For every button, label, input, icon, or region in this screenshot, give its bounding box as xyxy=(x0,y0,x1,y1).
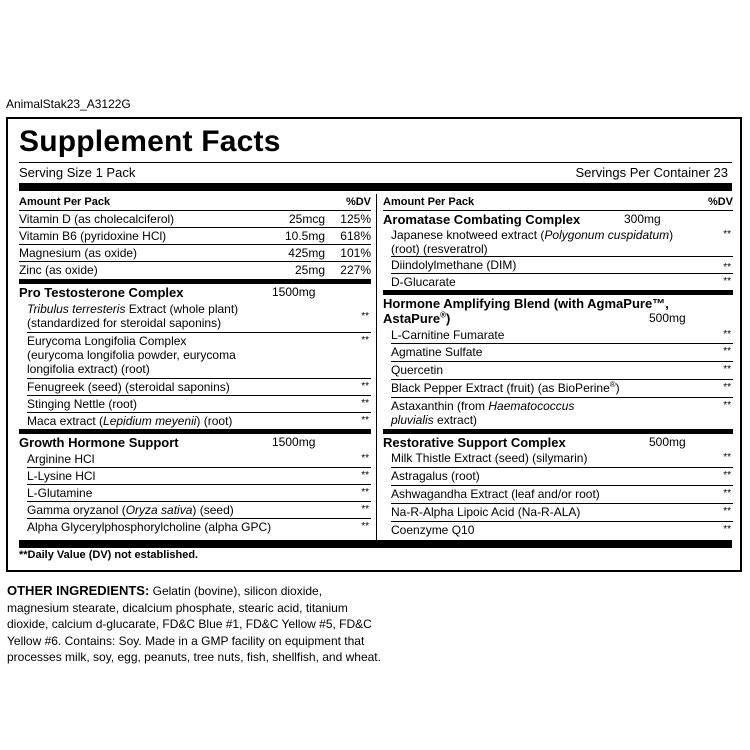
ingredient-name: Astaxanthin (from xyxy=(391,399,489,413)
ingredient-latin-name: Haematococcus xyxy=(488,399,575,413)
ingredient-row xyxy=(391,380,733,398)
other-ingredients-text: Gelatin (bovine), silicon dioxide, magnesium stearate, dicalcium phosphate, stearic acid, titanium dioxide, calcium d-glucarate, FD&C Blue #1, FD&C Yellow #5, FD&C Yellow #6. Contains: Soy. Made in a GMP facility on equipment that processes milk, soy, egg, peanuts, tree nuts, fish, shellfish, and wheat. xyxy=(7,584,381,664)
ingredient-name: Ashwagandha Extract (leaf and/or root) xyxy=(391,487,600,501)
blend-heading xyxy=(383,295,733,327)
nutrient-row xyxy=(19,211,371,228)
nutrient-dv: 227% xyxy=(340,263,371,277)
ingredient-dv: ** xyxy=(723,382,731,393)
ingredient-row xyxy=(391,522,733,539)
ingredient-name: Na-R-Alpha Lipoic Acid (Na-R-ALA) xyxy=(391,505,581,519)
ingredient-latin-name: Oryza sativa xyxy=(125,503,193,517)
ingredient-dv: ** xyxy=(361,453,369,464)
nutrient-amount: 25mg xyxy=(294,263,325,277)
ingredient-detail: longifolia extract) (root) xyxy=(27,362,150,376)
nutrient-name: Magnesium (as oxide) xyxy=(19,246,138,260)
ingredient-name: Astragalus (root) xyxy=(391,469,480,483)
left-column xyxy=(19,194,371,536)
nutrient-dv: 101% xyxy=(340,246,371,260)
ingredient-dv: ** xyxy=(361,470,369,481)
footer-thick-rule xyxy=(19,540,732,548)
blend-name-cont: AgmaPure™, AstaPure xyxy=(383,296,669,326)
ingredient-dv: ** xyxy=(723,506,731,517)
blend-name: Restorative Support Complex xyxy=(383,435,566,450)
ingredient-name: L-Lysine HCl xyxy=(27,469,96,483)
other-ingredients-label: OTHER INGREDIENTS: xyxy=(7,583,150,598)
blend-amount: 500mg xyxy=(649,435,686,449)
ingredient-row xyxy=(391,327,733,344)
ingredient-dv: ** xyxy=(723,400,731,411)
ingredient-row xyxy=(27,379,371,396)
ingredient-name: Milk Thistle Extract (seed) (silymarin) xyxy=(391,451,588,465)
ingredient-row xyxy=(27,301,371,333)
ingredient-row xyxy=(27,413,371,429)
ingredient-name: Extract (whole plant) xyxy=(125,302,239,316)
ingredient-row xyxy=(391,504,733,522)
ingredient-name: Alpha Glycerylphosphorylcholine (alpha GPC) xyxy=(27,520,272,534)
ingredient-dv: ** xyxy=(361,335,369,346)
ingredient-row xyxy=(391,398,733,429)
ingredient-row xyxy=(27,451,371,468)
ingredient-dv: ** xyxy=(723,470,731,481)
nutrient-amount: 425mg xyxy=(288,246,325,260)
ingredient-dv: ** xyxy=(723,229,731,240)
amount-per-pack-label: Amount Per Pack xyxy=(19,196,111,208)
dv-label: %DV xyxy=(707,196,733,208)
ingredient-name: L-Glutamine xyxy=(27,486,93,500)
ingredient-row xyxy=(391,486,733,504)
ingredient-name: Gamma oryzanol ( xyxy=(27,503,126,517)
ingredient-dv: ** xyxy=(361,504,369,515)
blend-name: Hormone Amplifying Blend (with xyxy=(383,296,585,311)
ingredient-detail: ) xyxy=(669,228,674,242)
blend-heading xyxy=(383,211,733,227)
product-code: AnimalStak23_A3122G xyxy=(6,97,131,111)
ingredient-row xyxy=(27,502,371,519)
nutrient-amount: 10.5mg xyxy=(284,229,325,243)
ingredient-detail: extract) xyxy=(433,413,478,427)
header-thick-rule xyxy=(19,183,732,191)
ingredient-dv: ** xyxy=(723,276,731,287)
registered-mark: ® xyxy=(440,310,446,320)
ingredient-dv: ** xyxy=(361,487,369,498)
blend-amount: 1500mg xyxy=(272,285,316,299)
nutrient-name: Vitamin B6 (pyridoxine HCl) xyxy=(19,229,167,243)
ingredient-name: Japanese knotweed extract ( xyxy=(391,228,545,242)
servings-per-container: Servings Per Container 23 xyxy=(575,165,728,180)
ingredient-name: Coenzyme Q10 xyxy=(391,523,475,537)
ingredient-row xyxy=(27,485,371,502)
blend-name: Growth Hormone Support xyxy=(19,435,179,450)
nutrient-name: Zinc (as oxide) xyxy=(19,263,98,277)
blend-name: Aromatase Combating Complex xyxy=(383,212,581,227)
ingredient-row xyxy=(391,468,733,486)
ingredient-name: Diindolylmethane (DIM) xyxy=(391,258,517,272)
ingredient-name: Black Pepper Extract (fruit) (as BioPerine xyxy=(391,381,610,395)
nutrient-row xyxy=(19,262,371,279)
ingredient-name: D-Glucarate xyxy=(391,275,456,289)
panel-title: Supplement Facts xyxy=(19,125,281,158)
nutrient-dv: 125% xyxy=(340,212,371,226)
ingredient-name: Arginine HCl xyxy=(27,452,95,466)
ingredient-name-close: ) xyxy=(615,381,620,395)
ingredient-detail: (root) (resveratrol) xyxy=(391,242,488,256)
ingredient-latin-name: Tribulus terresteris xyxy=(27,302,126,316)
ingredient-dv: ** xyxy=(723,524,731,535)
ingredient-row xyxy=(27,333,371,379)
blend-amount: 300mg xyxy=(624,212,661,226)
blend-heading xyxy=(383,434,733,450)
ingredient-row xyxy=(27,519,371,536)
ingredient-detail: (eurycoma longifolia powder, eurycoma xyxy=(27,348,236,362)
blend-amount: 500mg xyxy=(649,311,686,325)
ingredient-row xyxy=(27,468,371,485)
ingredient-dv: ** xyxy=(723,262,731,273)
nutrient-name: Vitamin D (as cholecalciferol) xyxy=(19,212,175,226)
ingredient-name: L-Carnitine Fumarate xyxy=(391,328,505,342)
supplement-facts-panel xyxy=(6,117,742,572)
other-ingredients xyxy=(7,583,382,666)
ingredient-detail: ) (root) xyxy=(196,414,233,428)
ingredient-dv: ** xyxy=(361,521,369,532)
ingredient-detail: (standardized for steroidal saponins) xyxy=(27,316,222,330)
title-rule xyxy=(19,162,732,163)
blend-heading xyxy=(19,434,371,451)
nutrient-row xyxy=(19,245,371,262)
ingredient-row xyxy=(391,257,733,274)
ingredient-row xyxy=(391,227,733,257)
ingredient-dv: ** xyxy=(723,329,731,340)
ingredient-latin-name: Lepidium meyenii xyxy=(103,414,197,428)
blend-name-close: ) xyxy=(445,311,451,326)
ingredient-dv: ** xyxy=(723,452,731,463)
blend-amount: 1500mg xyxy=(272,435,316,449)
ingredient-row xyxy=(391,274,733,290)
ingredient-dv: ** xyxy=(723,488,731,499)
ingredient-row xyxy=(391,344,733,362)
left-column-header xyxy=(19,194,371,211)
ingredient-dv: ** xyxy=(361,311,369,322)
ingredient-name: Maca extract ( xyxy=(27,414,104,428)
ingredient-name: Stinging Nettle (root) xyxy=(27,397,138,411)
ingredient-latin-name: Polygonum cuspidatum xyxy=(544,228,670,242)
ingredient-name: Eurycoma Longifolia Complex xyxy=(27,334,187,348)
nutrient-dv: 618% xyxy=(340,229,371,243)
ingredient-dv: ** xyxy=(361,381,369,392)
blend-heading xyxy=(19,284,371,301)
right-column-header xyxy=(383,194,733,211)
ingredient-name: Fenugreek (seed) (steroidal saponins) xyxy=(27,380,230,394)
registered-mark: ® xyxy=(609,380,616,389)
right-column xyxy=(383,194,733,539)
nutrient-amount: 25mcg xyxy=(288,212,325,226)
ingredient-name: Quercetin xyxy=(391,363,444,377)
ingredient-dv: ** xyxy=(723,364,731,375)
ingredient-detail: ) (seed) xyxy=(192,503,234,517)
serving-size: Serving Size 1 Pack xyxy=(19,165,136,180)
ingredient-row xyxy=(391,362,733,380)
dv-footnote: **Daily Value (DV) not established. xyxy=(19,549,199,561)
ingredient-name: Agmatine Sulfate xyxy=(391,345,483,359)
ingredient-dv: ** xyxy=(361,415,369,426)
column-divider xyxy=(376,194,377,540)
ingredient-dv: ** xyxy=(723,346,731,357)
amount-per-pack-label: Amount Per Pack xyxy=(383,196,475,208)
ingredient-latin-name: pluvialis xyxy=(391,413,434,427)
blend-name: Pro Testosterone Complex xyxy=(19,285,184,300)
dv-label: %DV xyxy=(345,196,371,208)
ingredient-dv: ** xyxy=(361,398,369,409)
ingredient-row xyxy=(27,396,371,413)
nutrient-row xyxy=(19,228,371,245)
ingredient-row xyxy=(391,450,733,468)
